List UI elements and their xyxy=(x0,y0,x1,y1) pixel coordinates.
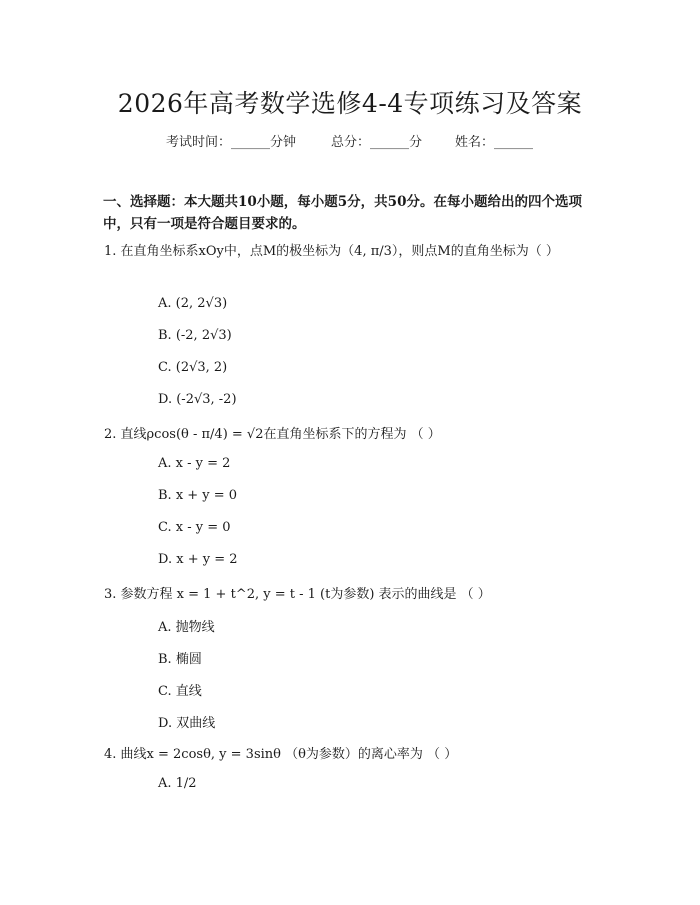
question-1-option-a: A. (2, 2√3) xyxy=(158,296,228,311)
total-score-field: 总分：______分 xyxy=(331,135,423,150)
question-2-option-b: B. x + y = 0 xyxy=(158,488,238,503)
exam-time-field: 考试时间：______分钟 xyxy=(166,135,297,150)
question-3-option-b: B. 椭圆 xyxy=(158,652,202,667)
question-2-option-a: A. x - y = 2 xyxy=(158,456,231,471)
question-3-option-d: D. 双曲线 xyxy=(158,716,216,731)
question-4-option-a: A. 1/2 xyxy=(158,776,197,791)
question-3-stem: 3. 参数方程 x = 1 + t^2, y = t - 1 (t为参数) 表示的曲线是 （ ） xyxy=(104,587,491,602)
question-4-stem: 4. 曲线x = 2cosθ, y = 3sinθ （θ为参数）的离心率为 （ ） xyxy=(104,747,458,762)
question-1-stem: 1. 在直角坐标系xOy中，点M的极坐标为（4, π/3），则点M的直角坐标为（ ） xyxy=(104,244,559,259)
section-heading: 一、选择题：本大题共10小题，每小题5分，共50分。在每小题给出的四个选项中，只有一项是符合题目要求的。 xyxy=(103,194,582,232)
page-title: 2026年高考数学选修4-4专项练习及答案 xyxy=(117,89,583,118)
question-1-option-d: D. (-2√3, -2) xyxy=(158,392,237,407)
student-name-field: 姓名：______ xyxy=(455,135,534,150)
question-2-option-c: C. x - y = 0 xyxy=(158,520,231,535)
question-3-option-a: A. 抛物线 xyxy=(158,620,215,635)
question-3-option-c: C. 直线 xyxy=(158,684,202,699)
question-2-option-d: D. x + y = 2 xyxy=(158,552,238,567)
question-2-stem: 2. 直线ρcos(θ - π/4) = √2在直角坐标系下的方程为 （ ） xyxy=(104,427,441,442)
question-1-option-b: B. (-2, 2√3) xyxy=(158,328,232,343)
question-1-option-c: C. (2√3, 2) xyxy=(158,360,228,375)
